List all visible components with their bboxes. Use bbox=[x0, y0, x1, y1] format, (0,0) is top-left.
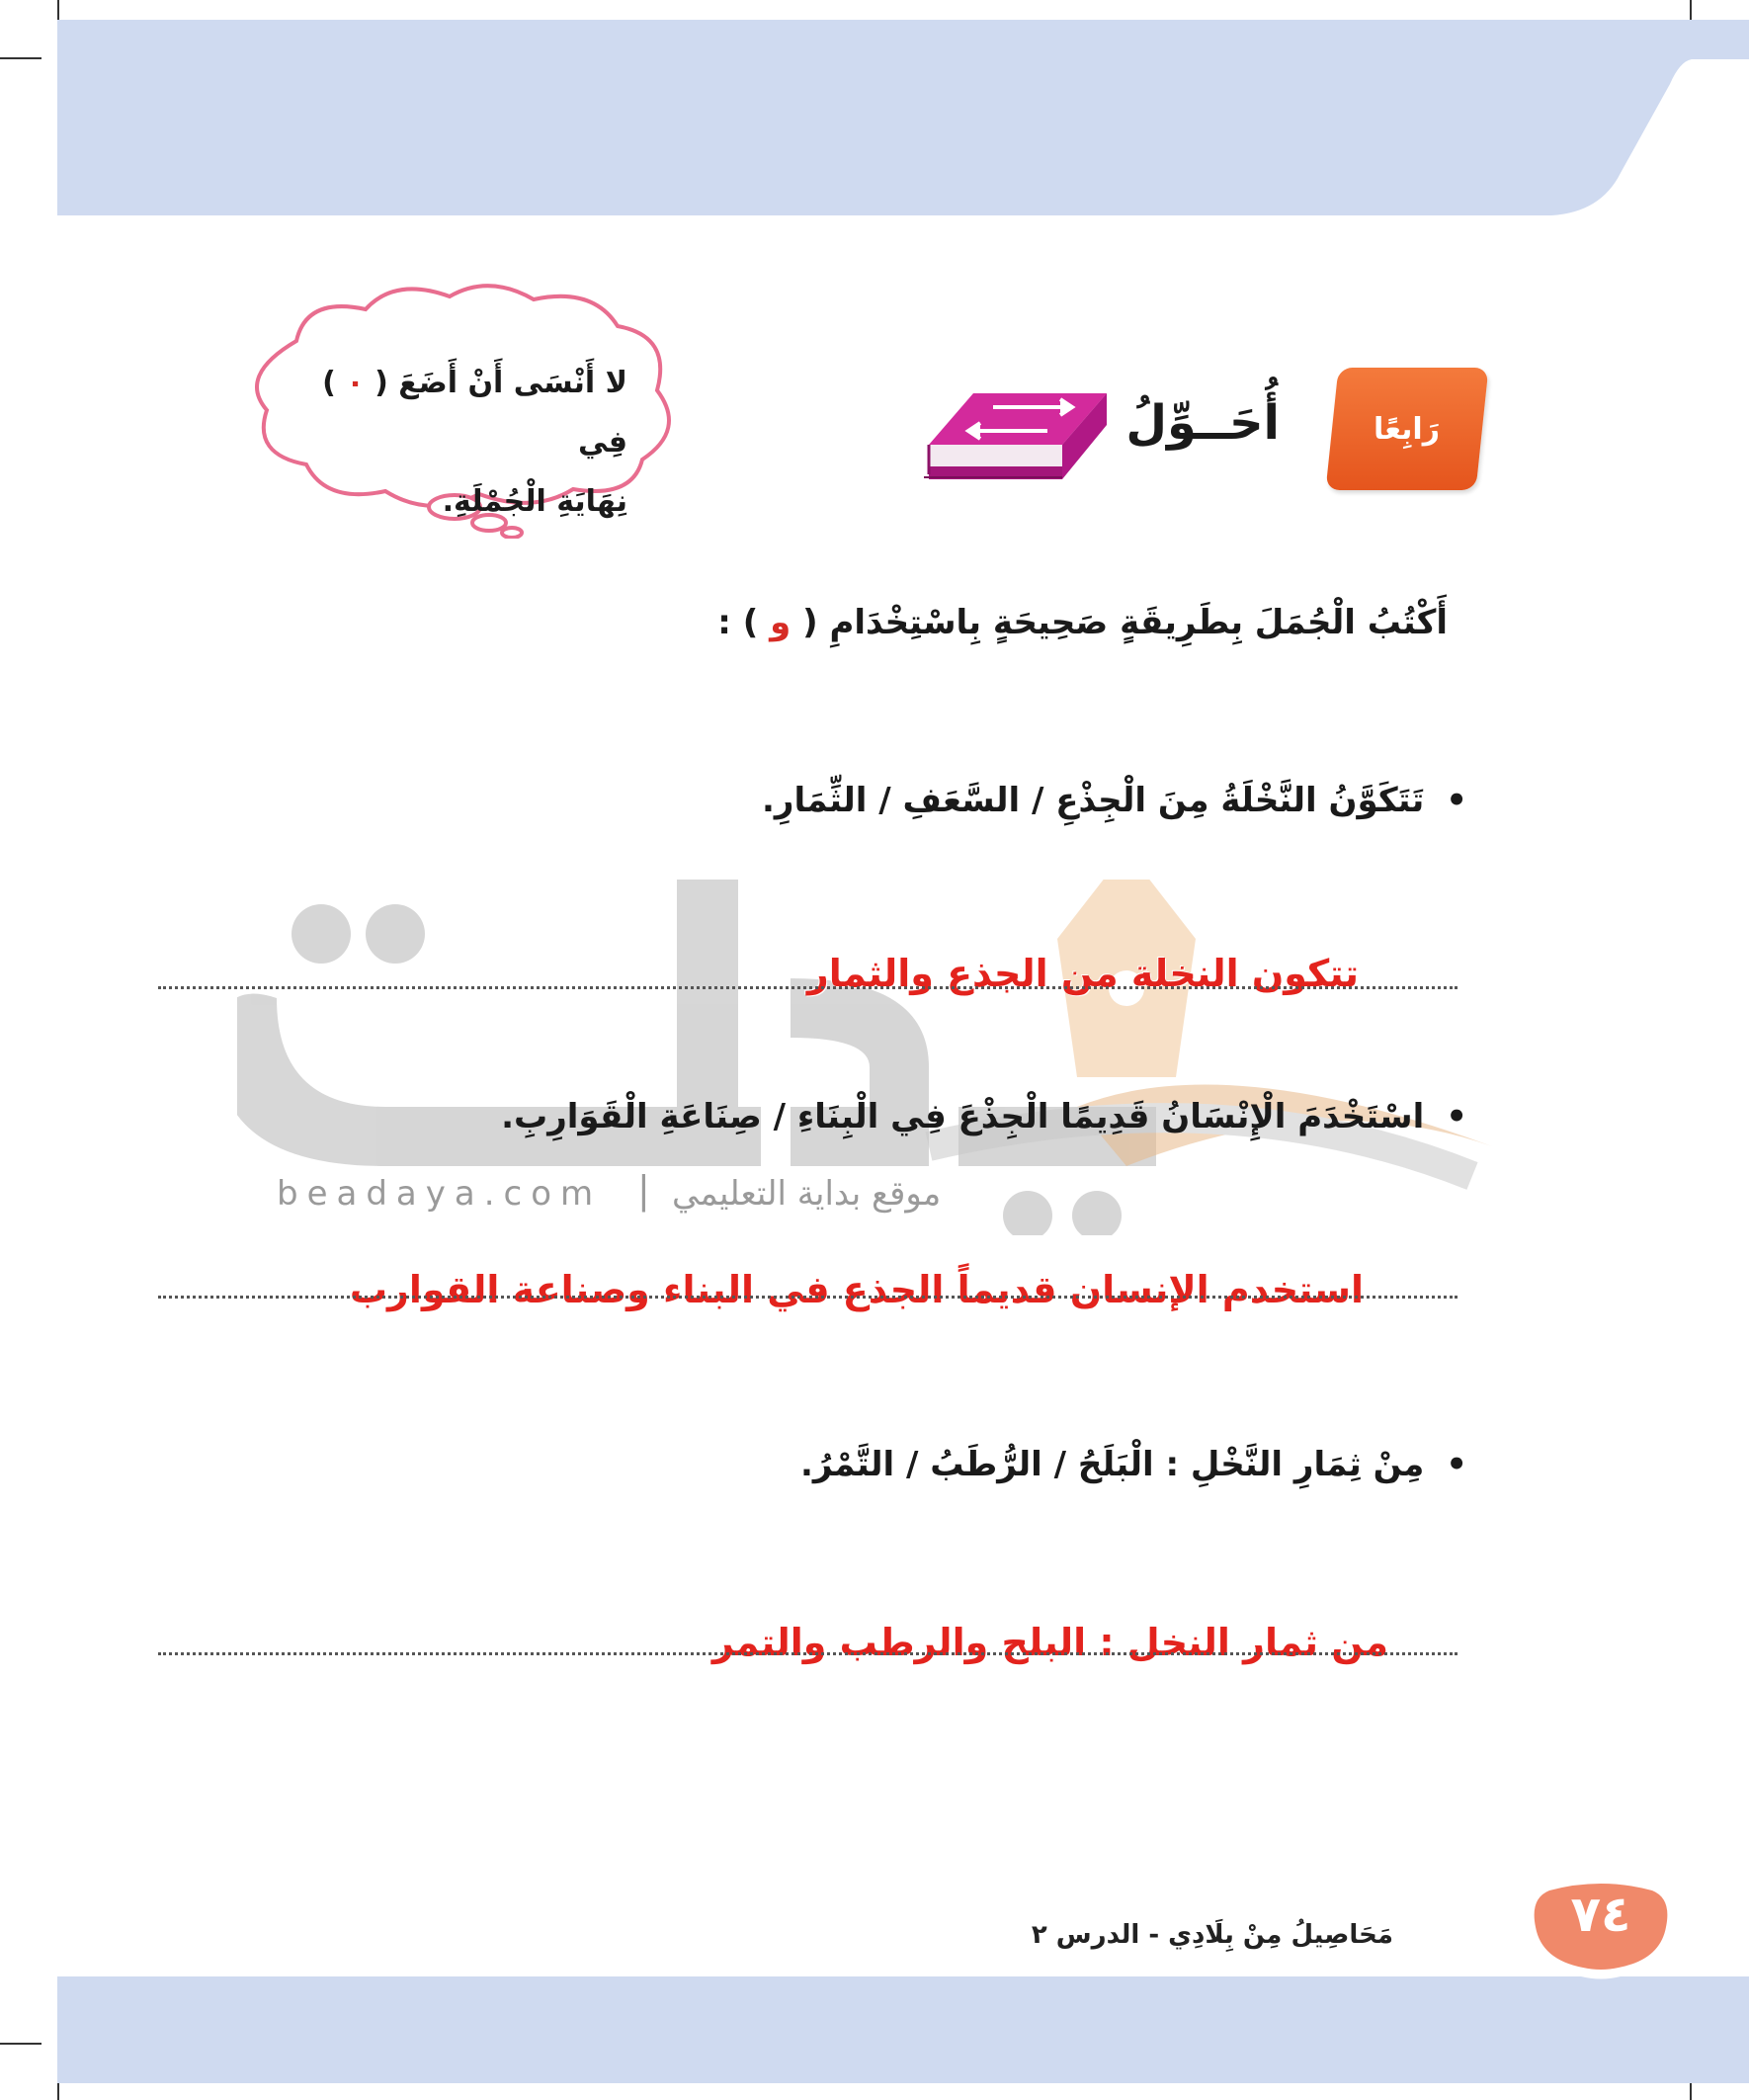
exercise-3-prompt bbox=[800, 1445, 1467, 1484]
exercise-2-answer: استخدم الإنسان قديماً الجذع في البناء وصناعة القوارب bbox=[349, 1268, 1364, 1311]
section-badge-label: رَابِعًا bbox=[1374, 411, 1441, 447]
cloud-punctuation-mark: ٠ bbox=[346, 366, 365, 400]
instruction-letter: و bbox=[770, 603, 791, 642]
watermark-separator: | bbox=[637, 1168, 650, 1212]
exercise-1-prompt bbox=[762, 781, 1467, 820]
answer-line-1 bbox=[158, 986, 1458, 989]
watermark-tagline: موقع بداية التعليمي bbox=[672, 1174, 942, 1214]
exercise-3-text: مِنْ ثِمَارِ النَّخْلِ : الْبَلَحُ / الرُّطَبُ / التَّمْرُ. bbox=[800, 1445, 1425, 1484]
footer-band bbox=[0, 1976, 1749, 2100]
bullet-icon: • bbox=[1446, 1097, 1467, 1136]
book-arrows-icon bbox=[914, 376, 1112, 494]
footer-lesson-title: مَحَاصِيلُ مِنْ بِلَادِي - الدرس ٢ bbox=[1031, 1920, 1393, 1950]
exercise-2-prompt bbox=[501, 1097, 1467, 1136]
page-number: ٧٤ bbox=[1570, 1886, 1631, 1943]
watermark-url: beadaya.com bbox=[277, 1174, 603, 1214]
cloud-line-1 bbox=[301, 354, 627, 472]
instruction-text-end: ) : bbox=[717, 603, 759, 642]
exercise-2-text: اسْتَخْدَمَ الْإِنْسَانُ قَدِيمًا الْجِذْعَ فِي الْبِنَاءِ / صِنَاعَةِ الْقَوَارِبِ. bbox=[501, 1097, 1425, 1136]
exercise-1-text: تَتَكَوَّنُ النَّخْلَةُ مِنَ الْجِذْعِ / السَّعَفِ / الثِّمَارِ. bbox=[762, 781, 1425, 820]
bullet-icon: • bbox=[1446, 781, 1467, 820]
exercise-1-answer: تتكون النخلة من الجذع والثمار bbox=[806, 952, 1359, 995]
cloud-line-2: نِهَايَةِ الْجُمْلَةِ. bbox=[442, 484, 627, 519]
answer-line-2 bbox=[158, 1296, 1458, 1299]
exercise-3-answer: من ثمار النخل : البلح والرطب والتمر bbox=[711, 1621, 1388, 1664]
section-badge bbox=[1325, 368, 1488, 490]
bullet-icon: • bbox=[1446, 1445, 1467, 1484]
instruction-text: أَكْتُبُ الْجُمَلَ بِطَرِيقَةٍ صَحِيحَةٍ بِاسْتِخْدَامِ ( bbox=[802, 603, 1448, 642]
instruction bbox=[717, 603, 1448, 642]
section-title: أُحَــوِّلُ bbox=[1125, 395, 1280, 451]
top-banner bbox=[0, 0, 1749, 227]
cloud-reminder-text bbox=[301, 354, 627, 532]
cloud-line1-before: لا أَنْسَى أَنْ أَضَعَ ( bbox=[375, 366, 627, 400]
answer-line-3 bbox=[158, 1652, 1458, 1655]
cloud-line1-after: ) فِي bbox=[322, 366, 627, 460]
